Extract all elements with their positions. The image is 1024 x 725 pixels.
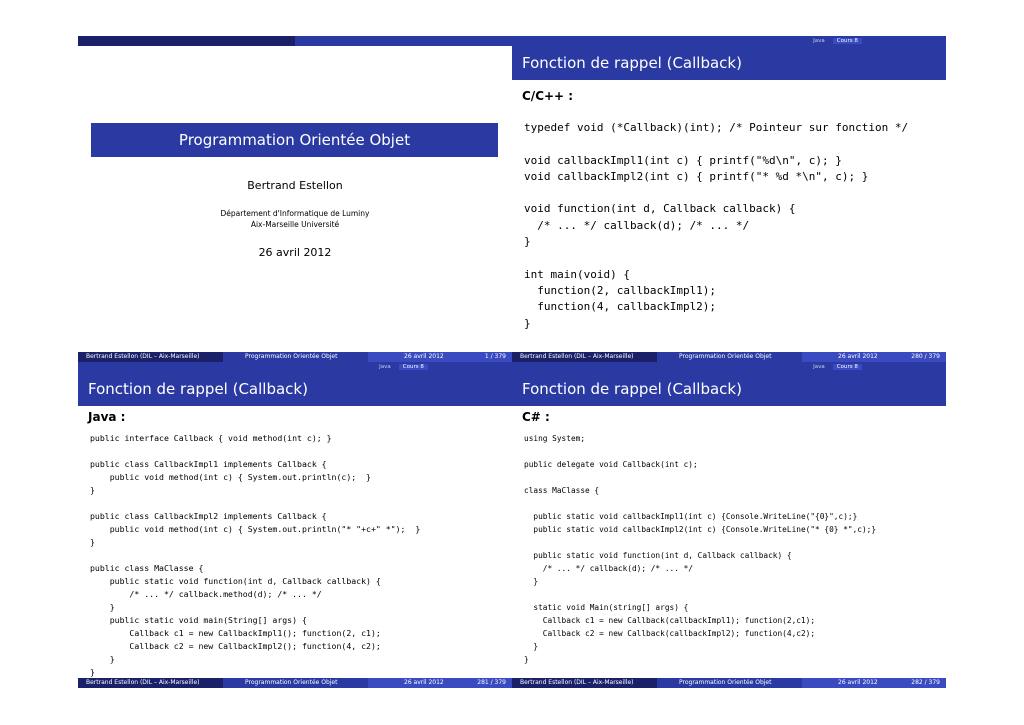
author-name: Bertrand Estellon	[247, 179, 343, 192]
footer-date: 26 avril 2012	[404, 353, 444, 360]
slide-callback-java	[78, 362, 512, 688]
nav-tab-cours[interactable]: Cours 8	[399, 364, 428, 370]
footer-date-page	[802, 678, 946, 688]
slide-callback-c	[512, 36, 946, 362]
slide-title	[78, 36, 512, 362]
affiliation-dept: Département d'Informatique de Luminy	[220, 209, 370, 218]
footer-date-page	[368, 352, 512, 362]
footer-date-page	[368, 678, 512, 688]
slide-nav-bar	[512, 362, 946, 372]
slide-subtitle: C/C++ :	[522, 89, 574, 103]
slide-callback-csharp	[512, 362, 946, 688]
slide-footer	[78, 352, 512, 362]
nav-tabs	[729, 36, 946, 46]
code-block: public interface Callback { void method(int c); } public class CallbackImpl1 implements Callback { public void method(int c) { System.out.println(c); } } public class CallbackImpl2 implements Callback { public void method(int c) { System.out.println("* "+c+" *"); } } public class MaClasse { public static void function(int d, Callback callback) { /* ... */ callback.method(d); /* ... */ } public static void main(String[] args) { Callback c1 = new CallbackImpl1(); function(2, c1); Callback c2 = new CallbackImpl2(); function(4, c2); } }	[90, 433, 421, 677]
footer-date-page	[802, 352, 946, 362]
footer-course: Programmation Orientée Objet	[223, 678, 368, 688]
nav-tab-java[interactable]: Java	[379, 364, 391, 370]
footer-date: 26 avril 2012	[838, 679, 878, 686]
footer-author: Bertrand Estellon (DIL – Aix-Marseille)	[78, 678, 223, 688]
slide-nav-bar	[512, 36, 946, 46]
nav-tabs	[295, 362, 512, 372]
footer-author: Bertrand Estellon (DIL – Aix-Marseille)	[512, 352, 657, 362]
slide-nav-bar	[78, 362, 512, 372]
footer-page: 1 / 379	[484, 353, 506, 360]
footer-date: 26 avril 2012	[404, 679, 444, 686]
nav-tab-cours[interactable]: Cours 8	[833, 38, 862, 44]
nav-tab-cours[interactable]: Cours 8	[833, 364, 862, 370]
nav-tabs	[729, 362, 946, 372]
footer-page: 280 / 379	[911, 353, 940, 360]
footer-author: Bertrand Estellon (DIL – Aix-Marseille)	[78, 352, 223, 362]
slide-footer	[512, 352, 946, 362]
slide-footer	[78, 678, 512, 688]
slide-nav-bar	[78, 36, 512, 46]
presentation-date: 26 avril 2012	[258, 246, 332, 259]
slide-title-bar: Fonction de rappel (Callback)	[512, 372, 946, 406]
nav-tab-java[interactable]: Java	[813, 38, 825, 44]
footer-course: Programmation Orientée Objet	[657, 678, 802, 688]
nav-tab-java[interactable]: Java	[813, 364, 825, 370]
footer-course: Programmation Orientée Objet	[223, 352, 368, 362]
slide-subtitle: Java :	[88, 410, 126, 424]
footer-course: Programmation Orientée Objet	[657, 352, 802, 362]
slide-subtitle: C# :	[522, 410, 550, 424]
footer-page: 281 / 379	[477, 679, 506, 686]
slide-footer	[512, 678, 946, 688]
footer-author: Bertrand Estellon (DIL – Aix-Marseille)	[512, 678, 657, 688]
code-block: using System; public delegate void Callback(int c); class MaClasse { public static void callbackImpl1(int c) {Console.WriteLine("{0}",c);} public static void callbackImpl2(int c) {Console.WriteLine("* {0} *",c);} public static void function(int d, Callback callback) { /* ... */ callback(d); /* ... */ } static void Main(string[] args) { Callback c1 = new Callback(callbackImpl1); function(2,c1); Callback c2 = new Callback(callbackImpl2); function(4,c2); } }	[524, 434, 877, 664]
presentation-title: Programmation Orientée Objet	[91, 123, 498, 157]
code-block: typedef void (*Callback)(int); /* Pointeur sur fonction */ void callbackImpl1(int c) { printf("%d\n", c); } void callbackImpl2(int c) { printf("* %d *\n", c); } void function(int d, Callback callback) { /* ... */ callback(d); /* ... */ } int main(void) { function(2, callbackImpl1); function(4, callbackImpl2); }	[524, 121, 909, 330]
footer-date: 26 avril 2012	[838, 353, 878, 360]
footer-page: 282 / 379	[911, 679, 940, 686]
slide-title-bar: Fonction de rappel (Callback)	[78, 372, 512, 406]
affiliation-univ: Aix-Marseille Université	[250, 220, 340, 229]
nav-progress	[78, 36, 295, 46]
slide-title-bar: Fonction de rappel (Callback)	[512, 46, 946, 80]
